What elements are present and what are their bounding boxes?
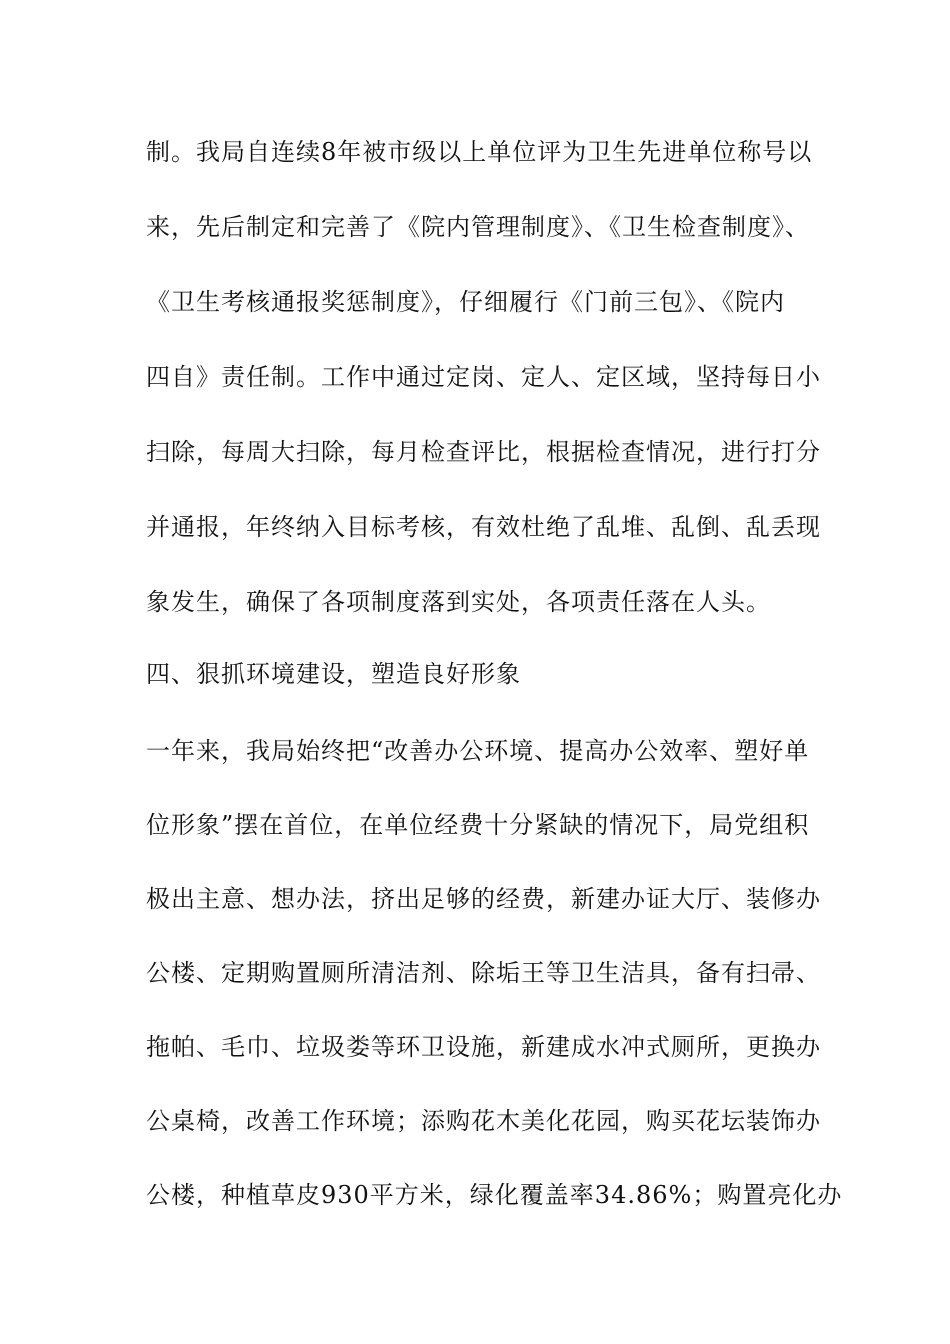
paragraph-line: 位形象”摆在首位，在单位经费十分紧缺的情况下，局党组积 bbox=[146, 811, 810, 839]
paragraph-line: 来，先后制定和完善了《院内管理制度》、《卫生检查制度》、 bbox=[146, 213, 810, 241]
paragraph-line: 拖帕、毛巾、垃圾娄等环卫设施，新建成水冲式厕所，更换办 bbox=[146, 1033, 821, 1061]
paragraph-line: 公桌椅，改善工作环境；添购花木美化花园，购买花坛装饰办 bbox=[146, 1107, 821, 1135]
paragraph-line: 《卫生考核通报奖惩制度》，仔细履行《门前三包》、《院内 bbox=[146, 288, 785, 316]
paragraph-line: 公楼，种植草皮930平方米，绿化覆盖率34.86%；购置亮化办 bbox=[146, 1181, 843, 1209]
paragraph-line: 扫除，每周大扫除，每月检查评比，根据检查情况，进行打分 bbox=[146, 438, 821, 466]
paragraph-line: 公楼、定期购置厕所清洁剂、除垢王等卫生洁具，备有扫帚、 bbox=[146, 959, 821, 987]
section-heading: 四、狠抓环境建设，塑造良好形象 bbox=[146, 660, 521, 688]
paragraph-line: 四自》责任制。工作中通过定岗、定人、定区域，坚持每日小 bbox=[146, 363, 821, 391]
paragraph-line: 并通报，年终纳入目标考核，有效杜绝了乱堆、乱倒、乱丢现 bbox=[146, 513, 821, 541]
paragraph-line: 一年来，我局始终把“改善办公环境、提高办公效率、塑好单 bbox=[146, 737, 810, 765]
paragraph-line: 制。我局自连续8年被市级以上单位评为卫生先进单位称号以 bbox=[146, 138, 813, 166]
paragraph-line: 极出主意、想办法，挤出足够的经费，新建办证大厅、装修办 bbox=[146, 885, 821, 913]
paragraph-line: 象发生，确保了各项制度落到实处，各项责任落在人头。 bbox=[146, 588, 771, 616]
